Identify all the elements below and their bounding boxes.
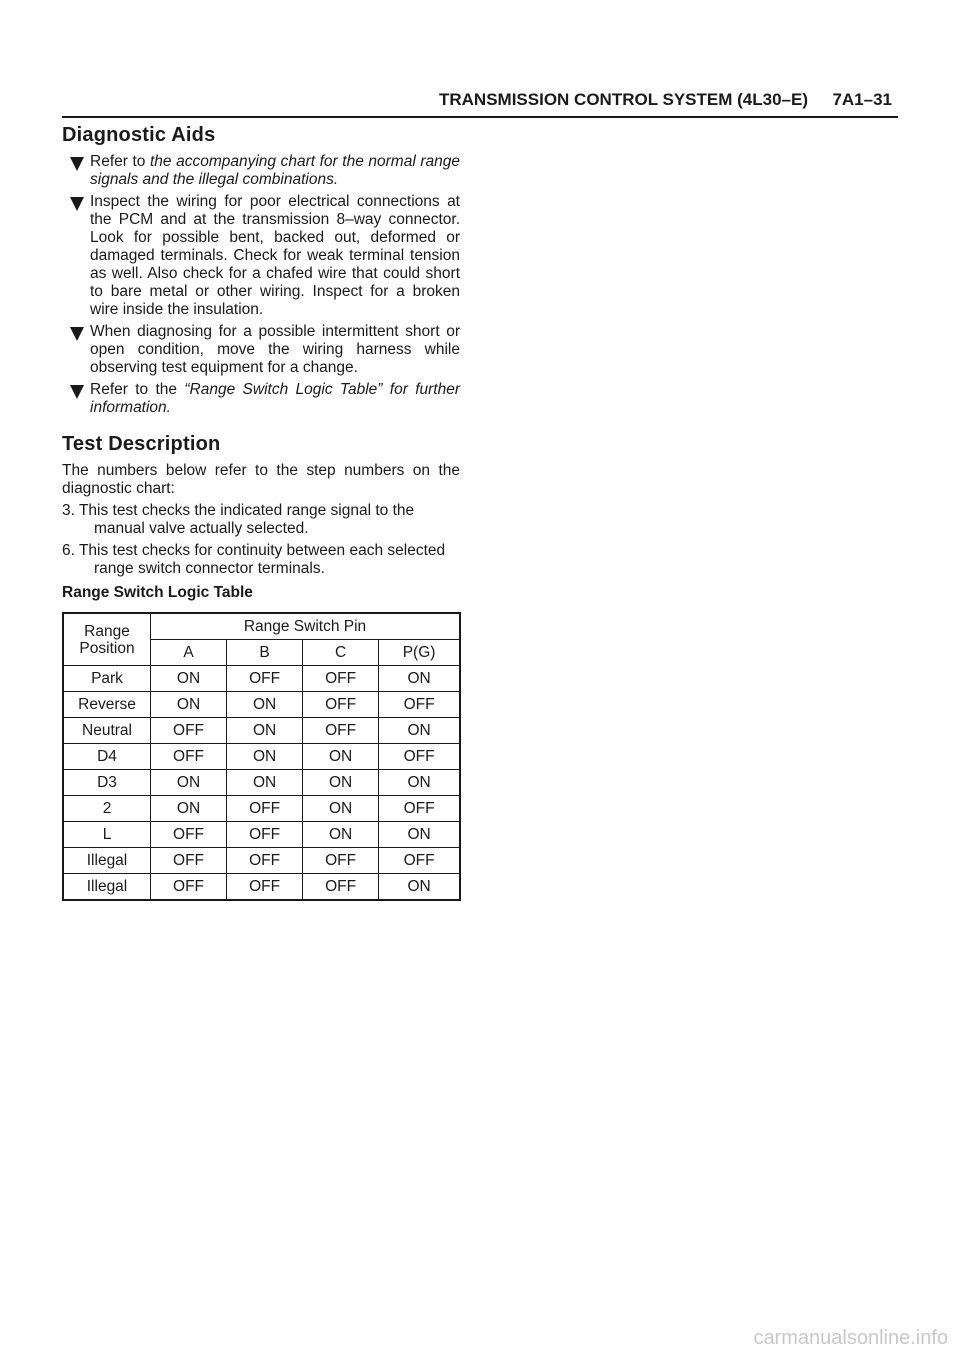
table-cell: OFF <box>303 848 379 874</box>
page-number: 7A1–31 <box>832 90 892 109</box>
table-title: Range Switch Logic Table <box>62 584 253 601</box>
watermark: carmanualsonline.info <box>753 1327 948 1349</box>
list-item <box>62 323 460 377</box>
table-cell: ON <box>303 744 379 770</box>
table-cell: ON <box>227 718 303 744</box>
content-column <box>62 124 460 901</box>
test-description-heading: Test Description <box>62 433 221 455</box>
bullet-text: Inspect the wiring for poor electrical connections at the PCM and at the transmission 8–way connector. Look for possible bent, backed out, deformed or damaged terminals. Check for weak terminal tension as well. Also check for a chafed wire that could short to bare metal or other wiring. Inspect for a broken wire inside the insulation. <box>90 193 460 318</box>
table-cell: OFF <box>227 874 303 901</box>
step-item: 3. This test checks the indicated range signal to the manual valve actually selected. <box>62 502 415 537</box>
header-title: TRANSMISSION CONTROL SYSTEM (4L30–E) <box>438 90 808 109</box>
bullet-text-italic: “Range Switch Logic Table” for further information. <box>90 381 460 416</box>
bullet-text: Refer to <box>90 153 150 170</box>
page-header <box>62 88 898 118</box>
table-cell: ON <box>227 692 303 718</box>
table-cell: OFF <box>303 666 379 692</box>
triangle-bullet-icon <box>70 197 84 211</box>
triangle-bullet-icon <box>70 385 84 399</box>
step-item: 6. This test checks for continuity between each selected range switch connector terminals. <box>62 542 446 577</box>
table-row <box>63 770 460 796</box>
table-cell: ON <box>303 770 379 796</box>
table-cell: OFF <box>151 718 227 744</box>
table-cell: ON <box>379 770 460 796</box>
table-cell: ON <box>303 796 379 822</box>
diagnostic-aids-list <box>62 153 460 417</box>
table-row <box>63 666 460 692</box>
position-cell: Illegal <box>63 874 151 901</box>
diagnostic-aids-heading: Diagnostic Aids <box>62 124 216 146</box>
table-row <box>63 744 460 770</box>
table-cell: ON <box>379 666 460 692</box>
range-switch-logic-table <box>62 612 461 901</box>
list-item <box>62 193 460 319</box>
table-row <box>63 822 460 848</box>
column-header: A <box>151 640 227 666</box>
table-row <box>63 796 460 822</box>
column-header: C <box>303 640 379 666</box>
table-cell: ON <box>379 718 460 744</box>
column-header: P(G) <box>379 640 460 666</box>
bullet-text: When diagnosing for a possible intermittent short or open condition, move the wiring harness while observing test equipment for a change. <box>90 323 460 376</box>
triangle-bullet-icon <box>70 157 84 171</box>
table-row <box>63 718 460 744</box>
table-cell: ON <box>151 666 227 692</box>
table-cell: OFF <box>151 874 227 901</box>
bullet-text-italic: the accompanying chart for the normal range signals and the illegal combinations. <box>90 153 460 188</box>
table-cell: ON <box>227 770 303 796</box>
row-header: Range Position <box>63 613 151 666</box>
table-cell: OFF <box>151 848 227 874</box>
table-cell: OFF <box>227 822 303 848</box>
table-row <box>63 692 460 718</box>
table-cell: ON <box>151 692 227 718</box>
table-cell: ON <box>303 822 379 848</box>
table-cell: ON <box>227 744 303 770</box>
column-header: B <box>227 640 303 666</box>
table-row <box>63 848 460 874</box>
table-cell: ON <box>151 770 227 796</box>
position-cell: 2 <box>63 796 151 822</box>
table-cell: OFF <box>303 874 379 901</box>
position-cell: Neutral <box>63 718 151 744</box>
table-body <box>63 666 460 901</box>
position-cell: Reverse <box>63 692 151 718</box>
position-cell: L <box>63 822 151 848</box>
table-cell: OFF <box>151 744 227 770</box>
table-cell: OFF <box>151 822 227 848</box>
list-item <box>62 381 460 417</box>
table-cell: OFF <box>227 666 303 692</box>
table-cell: ON <box>151 796 227 822</box>
position-cell: Illegal <box>63 848 151 874</box>
group-header: Range Switch Pin <box>151 613 461 640</box>
position-cell: D4 <box>63 744 151 770</box>
position-cell: D3 <box>63 770 151 796</box>
table-cell: OFF <box>303 692 379 718</box>
list-item <box>62 153 460 189</box>
bullet-text: Refer to the <box>90 381 185 398</box>
table-cell: OFF <box>379 744 460 770</box>
triangle-bullet-icon <box>70 327 84 341</box>
table-cell: OFF <box>227 796 303 822</box>
test-description-intro: The numbers below refer to the step numbers on the diagnostic chart: <box>62 462 460 497</box>
table-cell: OFF <box>303 718 379 744</box>
table-cell: ON <box>379 874 460 901</box>
table-cell: OFF <box>227 848 303 874</box>
table-row <box>63 874 460 901</box>
table-cell: OFF <box>379 848 460 874</box>
position-cell: Park <box>63 666 151 692</box>
table-cell: ON <box>379 822 460 848</box>
table-cell: OFF <box>379 692 460 718</box>
table-cell: OFF <box>379 796 460 822</box>
